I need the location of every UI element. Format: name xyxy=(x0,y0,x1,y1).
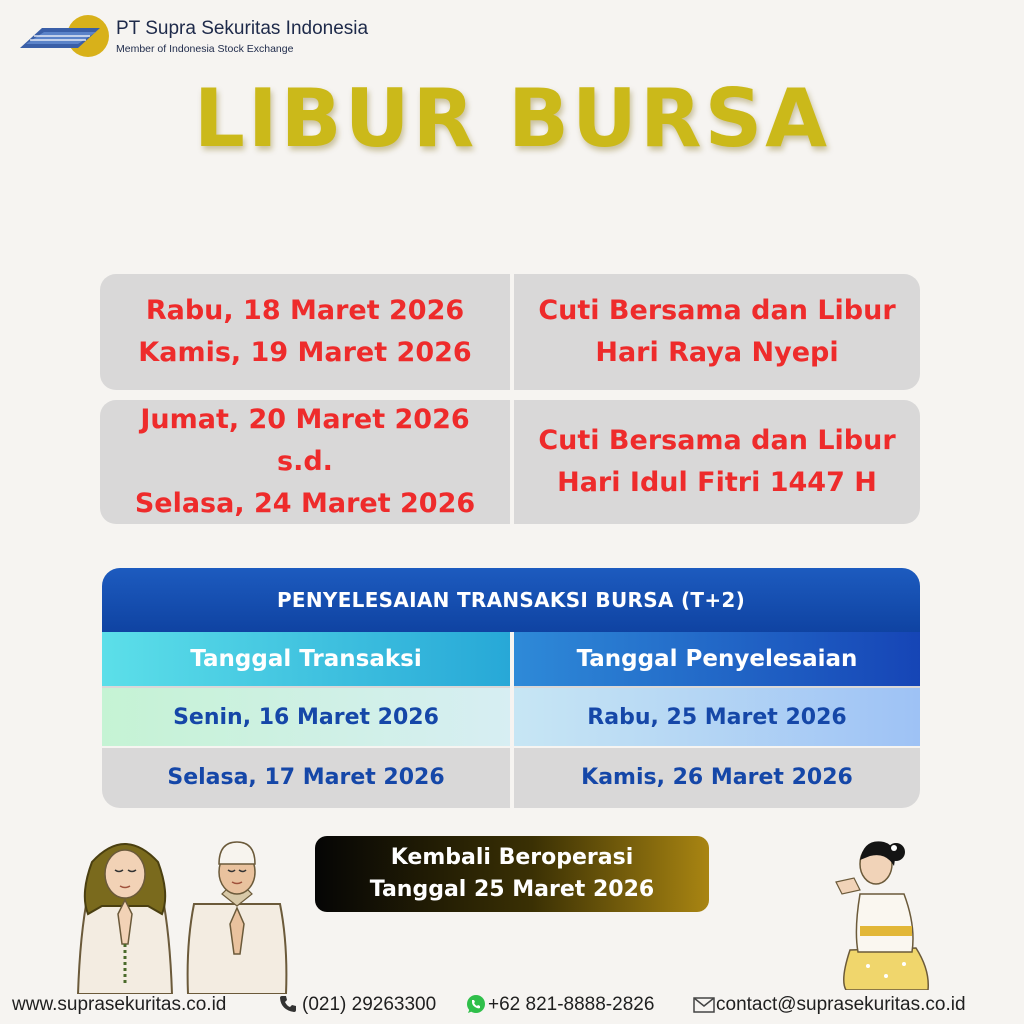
column-header-settlement-date: Tanggal Penyelesaian xyxy=(514,632,920,686)
phone-icon xyxy=(278,994,298,1014)
resume-operation-banner xyxy=(315,836,709,912)
holiday-desc-line: Cuti Bersama dan Libur xyxy=(538,425,896,456)
phone-number[interactable]: (021) 29263300 xyxy=(302,994,437,1015)
holiday-date-line: Rabu, 18 Maret 2026 xyxy=(145,295,465,326)
envelope-icon xyxy=(693,997,715,1013)
settlement-heading: PENYELESAIAN TRANSAKSI BURSA (T+2) xyxy=(102,568,920,632)
table-cell: Senin, 16 Maret 2026 xyxy=(102,688,510,746)
balinese-woman-illustration xyxy=(820,830,940,990)
holiday-row xyxy=(100,400,920,524)
company-name: PT Supra Sekuritas Indonesia xyxy=(116,18,369,39)
holiday-desc-line: Hari Raya Nyepi xyxy=(595,337,839,368)
holiday-description xyxy=(514,400,920,524)
row-divider xyxy=(102,746,920,748)
holiday-desc-line: Hari Idul Fitri 1447 H xyxy=(557,467,877,498)
column-divider xyxy=(510,632,514,808)
resume-line: Kembali Beroperasi xyxy=(390,845,634,870)
column-header-transaction-date: Tanggal Transaksi xyxy=(102,632,510,686)
man-kopiah-illustration xyxy=(182,834,292,994)
email-address[interactable]: contact@suprasekuritas.co.id xyxy=(716,994,966,1015)
holiday-date-line: Selasa, 24 Maret 2026 xyxy=(134,488,476,519)
resume-date: Tanggal 25 Maret 2026 xyxy=(369,877,655,902)
supra-logo-icon xyxy=(16,14,112,60)
company-subtitle: Member of Indonesia Stock Exchange xyxy=(116,43,294,55)
woman-hijab-illustration xyxy=(70,834,180,994)
holiday-row xyxy=(100,274,920,390)
holiday-date-line: Jumat, 20 Maret 2026 xyxy=(140,404,470,435)
holiday-date-line: s.d. xyxy=(277,446,333,477)
holiday-date-line: Kamis, 19 Maret 2026 xyxy=(138,337,472,368)
company-logo xyxy=(16,14,376,60)
holiday-description xyxy=(514,274,920,390)
table-cell: Kamis, 26 Maret 2026 xyxy=(581,764,853,790)
holiday-dates xyxy=(100,274,510,390)
holiday-desc-line: Cuti Bersama dan Libur xyxy=(538,295,896,326)
whatsapp-icon xyxy=(465,993,487,1015)
footer xyxy=(0,990,1024,1022)
table-cell: Selasa, 17 Maret 2026 xyxy=(167,764,445,790)
page-title: LIBUR BURSA xyxy=(193,72,831,165)
website-link[interactable]: www.suprasekuritas.co.id xyxy=(12,994,227,1015)
whatsapp-number[interactable]: +62 821-8888-2826 xyxy=(488,994,655,1015)
holiday-dates xyxy=(100,400,510,524)
table-cell: Rabu, 25 Maret 2026 xyxy=(514,688,920,746)
